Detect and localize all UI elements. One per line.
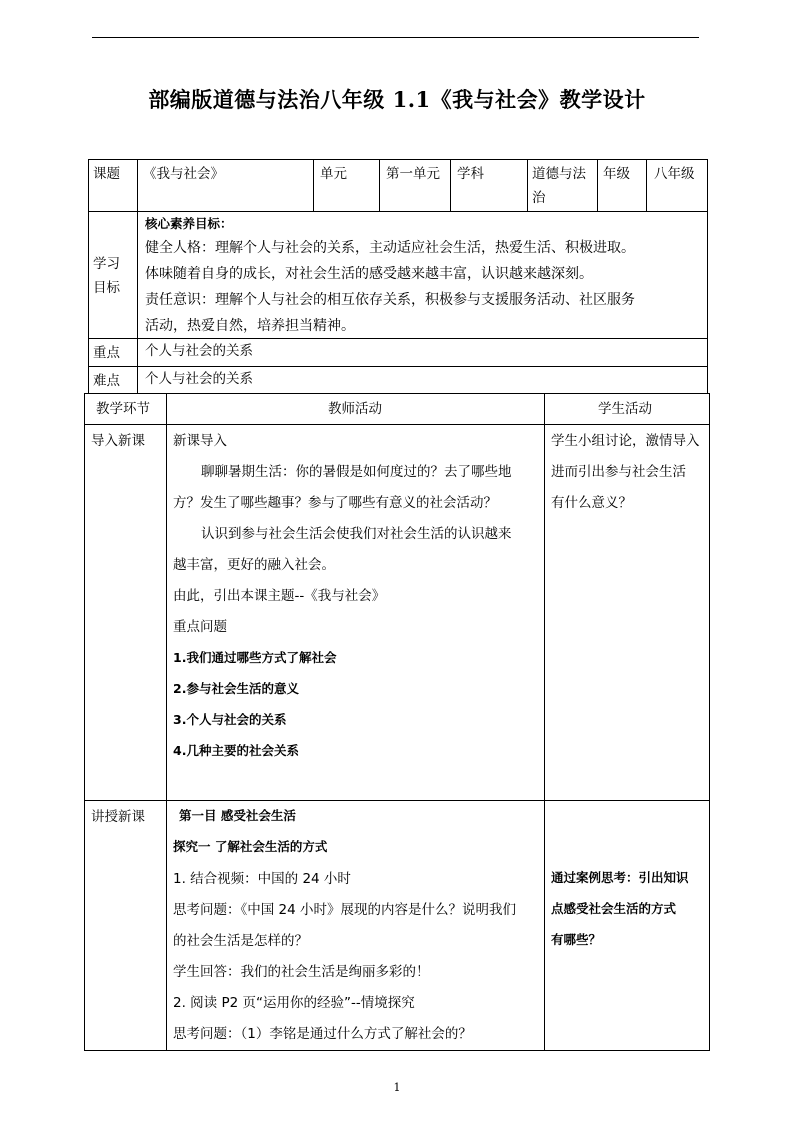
intro-text: 重点问题 (173, 619, 227, 635)
key-question: 4.几种主要的社会关系 (173, 743, 299, 758)
intro-text: 方？发生了哪些趣事？参与了哪些有意义的社会活动？ (173, 495, 497, 511)
table-line (527, 159, 528, 211)
intro-student: 有什么意义？ (551, 495, 632, 511)
key-point-label: 重点 (93, 345, 120, 361)
key-point-value: 个人与社会的关系 (145, 343, 253, 359)
key-question: 3.个人与社会的关系 (173, 712, 287, 727)
grade-value: 八年级 (654, 166, 695, 182)
header-rule (92, 37, 699, 38)
header-teacher: 教师活动 (328, 401, 382, 417)
lecture-text: 2. 阅读 P2 页“运用你的经验”--情境探究 (173, 995, 415, 1011)
table-line (84, 1050, 710, 1051)
table-line (597, 159, 598, 211)
lecture-student: 点感受社会生活的方式 (551, 901, 677, 916)
lecture-text: 学生回答：我们的社会生活是绚丽多彩的！ (173, 964, 430, 980)
lecture-text: 思考问题：《中国 24 小时》展现的内容是什么？说明我们 (173, 902, 517, 918)
table-line (84, 424, 710, 425)
table-line (646, 159, 647, 211)
topic-label: 课题 (93, 166, 120, 182)
table-line (88, 338, 708, 339)
subject-value: 道德与法 (532, 166, 586, 182)
table-line (137, 159, 138, 393)
page-title: 部编版道德与法治八年级 1.1《我与社会》教学设计 (148, 87, 646, 112)
page-number: 1 (393, 1081, 401, 1094)
intro-text: 越丰富，更好的融入社会。 (173, 557, 335, 573)
goals-line: 活动，热爱自然，培养担当精神。 (145, 318, 355, 334)
header-student: 学生活动 (598, 401, 652, 417)
subject-value-wrap: 治 (532, 190, 546, 206)
goals-label: 学习 (93, 256, 120, 272)
header-stage: 教学环节 (96, 401, 150, 417)
key-question: 2.参与社会生活的意义 (173, 681, 299, 696)
intro-student: 学生小组讨论，激情导入 (551, 433, 700, 449)
lecture-inquiry: 探究一 了解社会生活的方式 (173, 839, 328, 854)
table-line (379, 159, 380, 211)
goals-line: 体味随着自身的成长，对社会生活的感受越来越丰富，认识越来越深刻。 (145, 266, 593, 282)
table-line (88, 211, 708, 212)
intro-student: 进而引出参与社会生活 (551, 464, 686, 480)
table-line (707, 159, 708, 393)
key-question: 1.我们通过哪些方式了解社会 (173, 650, 337, 665)
unit-value: 第一单元 (386, 166, 440, 182)
lecture-student: 通过案例思考：引出知识 (551, 870, 689, 885)
intro-text: 聊聊暑期生活：你的暑假是如何度过的？去了哪些地 (201, 464, 512, 480)
goals-line: 责任意识：理解个人与社会的相互依存关系，积极参与支援服务活动、社区服务 (145, 292, 635, 308)
table-line (84, 393, 710, 394)
goals-heading: 核心素养目标： (145, 216, 233, 231)
intro-text: 新课导入 (173, 433, 227, 449)
table-line (709, 393, 710, 1051)
table-line (88, 366, 708, 367)
table-line (84, 393, 85, 1051)
lecture-stage: 讲授新课 (91, 809, 145, 825)
lecture-text: 的社会生活是怎样的？ (173, 933, 308, 949)
difficulty-label: 难点 (93, 373, 120, 389)
unit-label: 单元 (320, 166, 347, 182)
table-line (88, 159, 708, 160)
table-line (544, 393, 545, 1051)
difficulty-value: 个人与社会的关系 (145, 371, 253, 387)
table-line (450, 159, 451, 211)
table-line (88, 159, 89, 393)
intro-stage: 导入新课 (91, 433, 145, 449)
subject-label: 学科 (457, 166, 484, 182)
lecture-student: 有哪些？ (551, 932, 602, 947)
goals-label: 目标 (93, 280, 120, 296)
table-line (84, 800, 710, 801)
topic-value: 《我与社会》 (143, 166, 224, 182)
lecture-text: 1. 结合视频：中国的 24 小时 (173, 871, 351, 887)
goals-line: 健全人格：理解个人与社会的关系，主动适应社会生活，热爱生活、积极进取。 (145, 240, 635, 256)
intro-text: 认识到参与社会生活会使我们对社会生活的认识越来 (201, 526, 512, 542)
lecture-section: 第一目 感受社会生活 (179, 808, 296, 823)
lecture-text: 思考问题：（1）李铭是通过什么方式了解社会的？ (173, 1026, 472, 1042)
grade-label: 年级 (603, 166, 630, 182)
table-line (166, 393, 167, 1051)
intro-text: 由此，引出本课主题--《我与社会》 (173, 588, 386, 604)
table-line (313, 159, 314, 211)
